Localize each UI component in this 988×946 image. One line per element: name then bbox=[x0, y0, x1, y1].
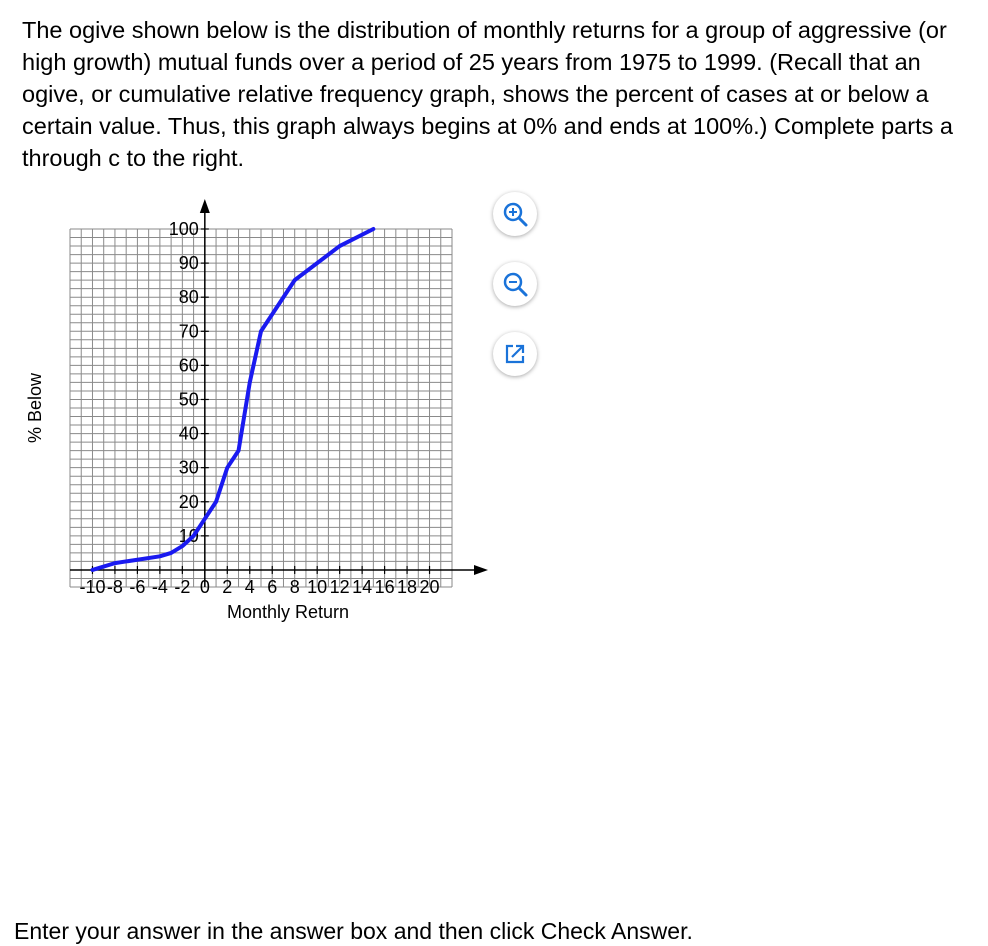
y-axis-arrow-icon bbox=[200, 199, 210, 213]
zoom-in-icon bbox=[501, 200, 529, 228]
y-tick-label: 10 bbox=[178, 525, 199, 546]
popout-icon bbox=[502, 341, 528, 367]
x-axis-arrow-icon bbox=[474, 565, 488, 575]
x-tick-label: 16 bbox=[374, 576, 395, 597]
x-tick-label: -10 bbox=[79, 576, 106, 597]
x-tick-label: -4 bbox=[151, 576, 168, 597]
zoom-out-icon bbox=[501, 270, 529, 298]
x-tick-label: 18 bbox=[397, 576, 418, 597]
x-tick-label: 12 bbox=[329, 576, 350, 597]
instruction-text: Enter your answer in the answer box and then click Check Answer. bbox=[14, 918, 693, 944]
x-tick-label: 4 bbox=[244, 576, 255, 597]
x-tick-label: -6 bbox=[129, 576, 146, 597]
zoom-out-button[interactable] bbox=[493, 262, 537, 306]
zoom-in-button[interactable] bbox=[493, 192, 537, 236]
x-tick-label: -2 bbox=[174, 576, 191, 597]
y-tick-label: 60 bbox=[178, 355, 199, 376]
x-tick-label: -8 bbox=[106, 576, 123, 597]
x-tick-label: 0 bbox=[199, 576, 210, 597]
y-tick-label: 100 bbox=[168, 219, 199, 239]
x-tick-label: 20 bbox=[419, 576, 440, 597]
x-tick-label: 2 bbox=[222, 576, 233, 597]
question-text: The ogive shown below is the distribution of monthly returns for a group of aggressive (or high growth) mutual funds over a period of 25 years from 1975 to 1999. (Recall that an ogive, or cumulative relative frequency graph, shows the percent of cases at or below a certain value. Thus, this graph always begins at 0% and ends at 100%.) Complete parts a through c to the right. bbox=[22, 17, 953, 171]
x-tick-label: 8 bbox=[289, 576, 300, 597]
popout-button[interactable] bbox=[493, 332, 537, 376]
x-tick-label: 6 bbox=[267, 576, 278, 597]
y-tick-label: 40 bbox=[178, 423, 199, 444]
x-tick-label: 14 bbox=[352, 576, 373, 597]
x-tick-label: 10 bbox=[307, 576, 328, 597]
y-tick-label: 20 bbox=[178, 491, 199, 512]
x-axis-title: Monthly Return bbox=[226, 601, 350, 622]
y-tick-label: 90 bbox=[178, 253, 199, 274]
y-tick-label: 30 bbox=[178, 457, 199, 478]
y-tick-label: 50 bbox=[178, 389, 199, 410]
y-axis-title: % Below bbox=[25, 372, 45, 444]
y-tick-label: 70 bbox=[178, 321, 199, 342]
y-tick-label: 80 bbox=[178, 287, 199, 308]
